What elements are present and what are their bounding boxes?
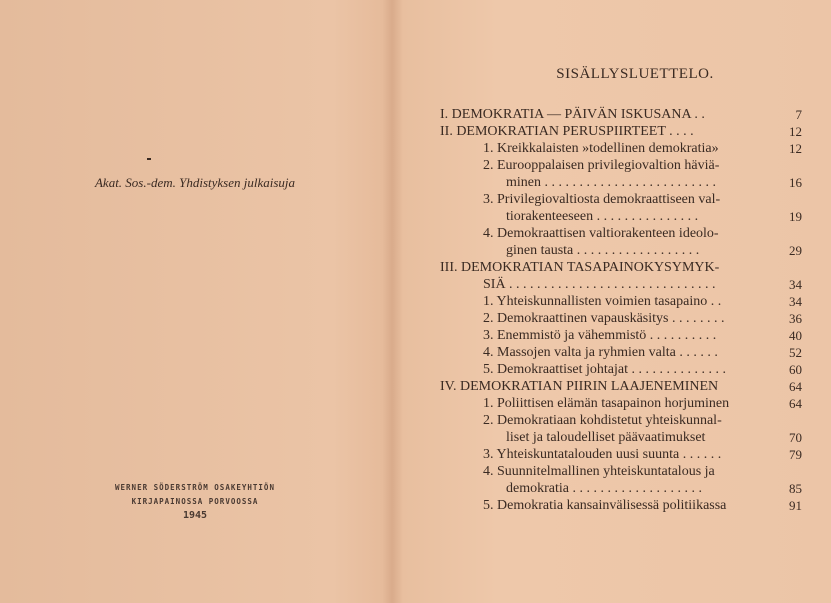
toc-page-number: 12 bbox=[789, 124, 802, 139]
toc-page-number: 36 bbox=[789, 311, 802, 326]
toc-entry-title: 4. Suunnitelmallinen yhteiskuntatalous ja bbox=[483, 464, 715, 479]
toc-entry bbox=[440, 446, 802, 463]
toc-entry bbox=[440, 208, 802, 225]
toc-entry bbox=[440, 361, 802, 378]
toc-title: SISÄLLYSLUETTELO. bbox=[556, 66, 714, 82]
toc-entry-title: liset ja taloudelliset päävaatimukset bbox=[506, 430, 706, 445]
toc-page-number: 85 bbox=[789, 481, 802, 496]
toc-entry bbox=[440, 463, 802, 480]
toc-page-number: 16 bbox=[789, 175, 802, 190]
publication-year: 1945 bbox=[182, 510, 208, 521]
toc-entry-title: IV. DEMOKRATIAN PIIRIN LAAJENEMINEN bbox=[440, 379, 719, 394]
toc-page-number: 7 bbox=[795, 107, 802, 122]
table-of-contents bbox=[440, 106, 802, 514]
toc-entry bbox=[440, 276, 802, 293]
toc-entry-title: 5. Demokraattiset johtajat . . . . . . . . . . . . . . bbox=[483, 362, 727, 377]
toc-entry bbox=[440, 480, 802, 497]
toc-entry bbox=[440, 242, 802, 259]
toc-entry-title: 2. Demokraattinen vapauskäsitys . . . . . . . . bbox=[483, 311, 725, 326]
toc-entry bbox=[440, 293, 802, 310]
toc-page-number: 29 bbox=[789, 243, 802, 258]
toc-page-number: 12 bbox=[789, 141, 802, 156]
toc-page-number: 64 bbox=[789, 396, 802, 411]
toc-entry-title: III. DEMOKRATIAN TASAPAINOKYSYMYK- bbox=[440, 260, 720, 275]
toc-entry-title: demokratia . . . . . . . . . . . . . . . . . . . bbox=[506, 481, 702, 496]
toc-entry-title: 4. Massojen valta ja ryhmien valta . . . . . . bbox=[483, 345, 718, 360]
toc-entry-title: 5. Demokratia kansainvälisessä politiikassa bbox=[483, 498, 727, 513]
toc-entry bbox=[440, 140, 802, 157]
toc-chapter bbox=[440, 123, 802, 140]
toc-chapter bbox=[440, 259, 802, 276]
toc-page-number: 79 bbox=[789, 447, 802, 462]
printer-imprint bbox=[0, 481, 390, 523]
toc-entry-title: II. DEMOKRATIAN PERUSPIIRTEET . . . . bbox=[440, 124, 694, 139]
toc-entry-title: 3. Privilegiovaltiosta demokraattiseen val- bbox=[483, 192, 721, 207]
toc-entry-title: 1. Poliittisen elämän tasapainon horjuminen bbox=[483, 396, 730, 411]
toc-page-number: 34 bbox=[789, 277, 802, 292]
ink-speck bbox=[147, 158, 151, 160]
toc-chapter bbox=[440, 378, 802, 395]
toc-page-number: 40 bbox=[789, 328, 802, 343]
series-title: Akat. Sos.-dem. Yhdistyksen julkaisuja bbox=[94, 175, 296, 190]
toc-entry-title: 2. Demokratiaan kohdistetut yhteiskunnal- bbox=[483, 413, 722, 428]
toc-entry-title: ginen tausta . . . . . . . . . . . . . . . . . . bbox=[506, 243, 700, 258]
toc-entry-title: tiorakenteeseen . . . . . . . . . . . . . . . bbox=[506, 209, 699, 224]
toc-entry bbox=[440, 174, 802, 191]
toc-page-number: 19 bbox=[789, 209, 802, 224]
toc-entry bbox=[440, 497, 802, 514]
toc-entry-title: 4. Demokraattisen valtiorakenteen ideolo- bbox=[483, 226, 719, 241]
toc-entry-title: SIÄ . . . . . . . . . . . . . . . . . . . . . . . . . . . . . . bbox=[483, 277, 716, 292]
toc-chapter bbox=[440, 106, 802, 123]
toc-entry bbox=[440, 327, 802, 344]
toc-entry bbox=[440, 412, 802, 429]
toc-page-number: 64 bbox=[789, 379, 802, 394]
printer-line: KIRJAPAINOSSA PORVOOSSA bbox=[131, 497, 259, 506]
toc-entry-title: I. DEMOKRATIA — PÄIVÄN ISKUSANA . . bbox=[440, 107, 705, 122]
toc-page-number: 91 bbox=[789, 498, 802, 513]
toc-page-number: 34 bbox=[789, 294, 802, 309]
toc-entry-title: 3. Enemmistö ja vähemmistö . . . . . . . . . . bbox=[483, 328, 717, 343]
toc-page-number: 60 bbox=[789, 362, 802, 377]
toc-entry bbox=[440, 157, 802, 174]
toc-entry bbox=[440, 429, 802, 446]
toc-page-number: 52 bbox=[789, 345, 802, 360]
toc-entry bbox=[440, 225, 802, 242]
toc-entry bbox=[440, 191, 802, 208]
toc-entry bbox=[440, 310, 802, 327]
toc-entry-title: 1. Yhteiskunnallisten voimien tasapaino . . bbox=[483, 294, 722, 309]
toc-entry-title: 3. Yhteiskuntatalouden uusi suunta . . . . . . bbox=[483, 447, 722, 462]
toc-entry bbox=[440, 344, 802, 361]
toc-page-number: 70 bbox=[789, 430, 802, 445]
toc-entry bbox=[440, 395, 802, 412]
toc-entry-title: minen . . . . . . . . . . . . . . . . . . . . . . . . . bbox=[506, 175, 716, 190]
toc-entry-title: 1. Kreikkalaisten »todellinen demokratia» bbox=[483, 141, 719, 156]
printer-line: WERNER SÖDERSTRÖM OSAKEYHTIÖN bbox=[115, 483, 275, 492]
toc-entry-title: 2. Eurooppalaisen privilegiovaltion häviä- bbox=[483, 158, 720, 173]
